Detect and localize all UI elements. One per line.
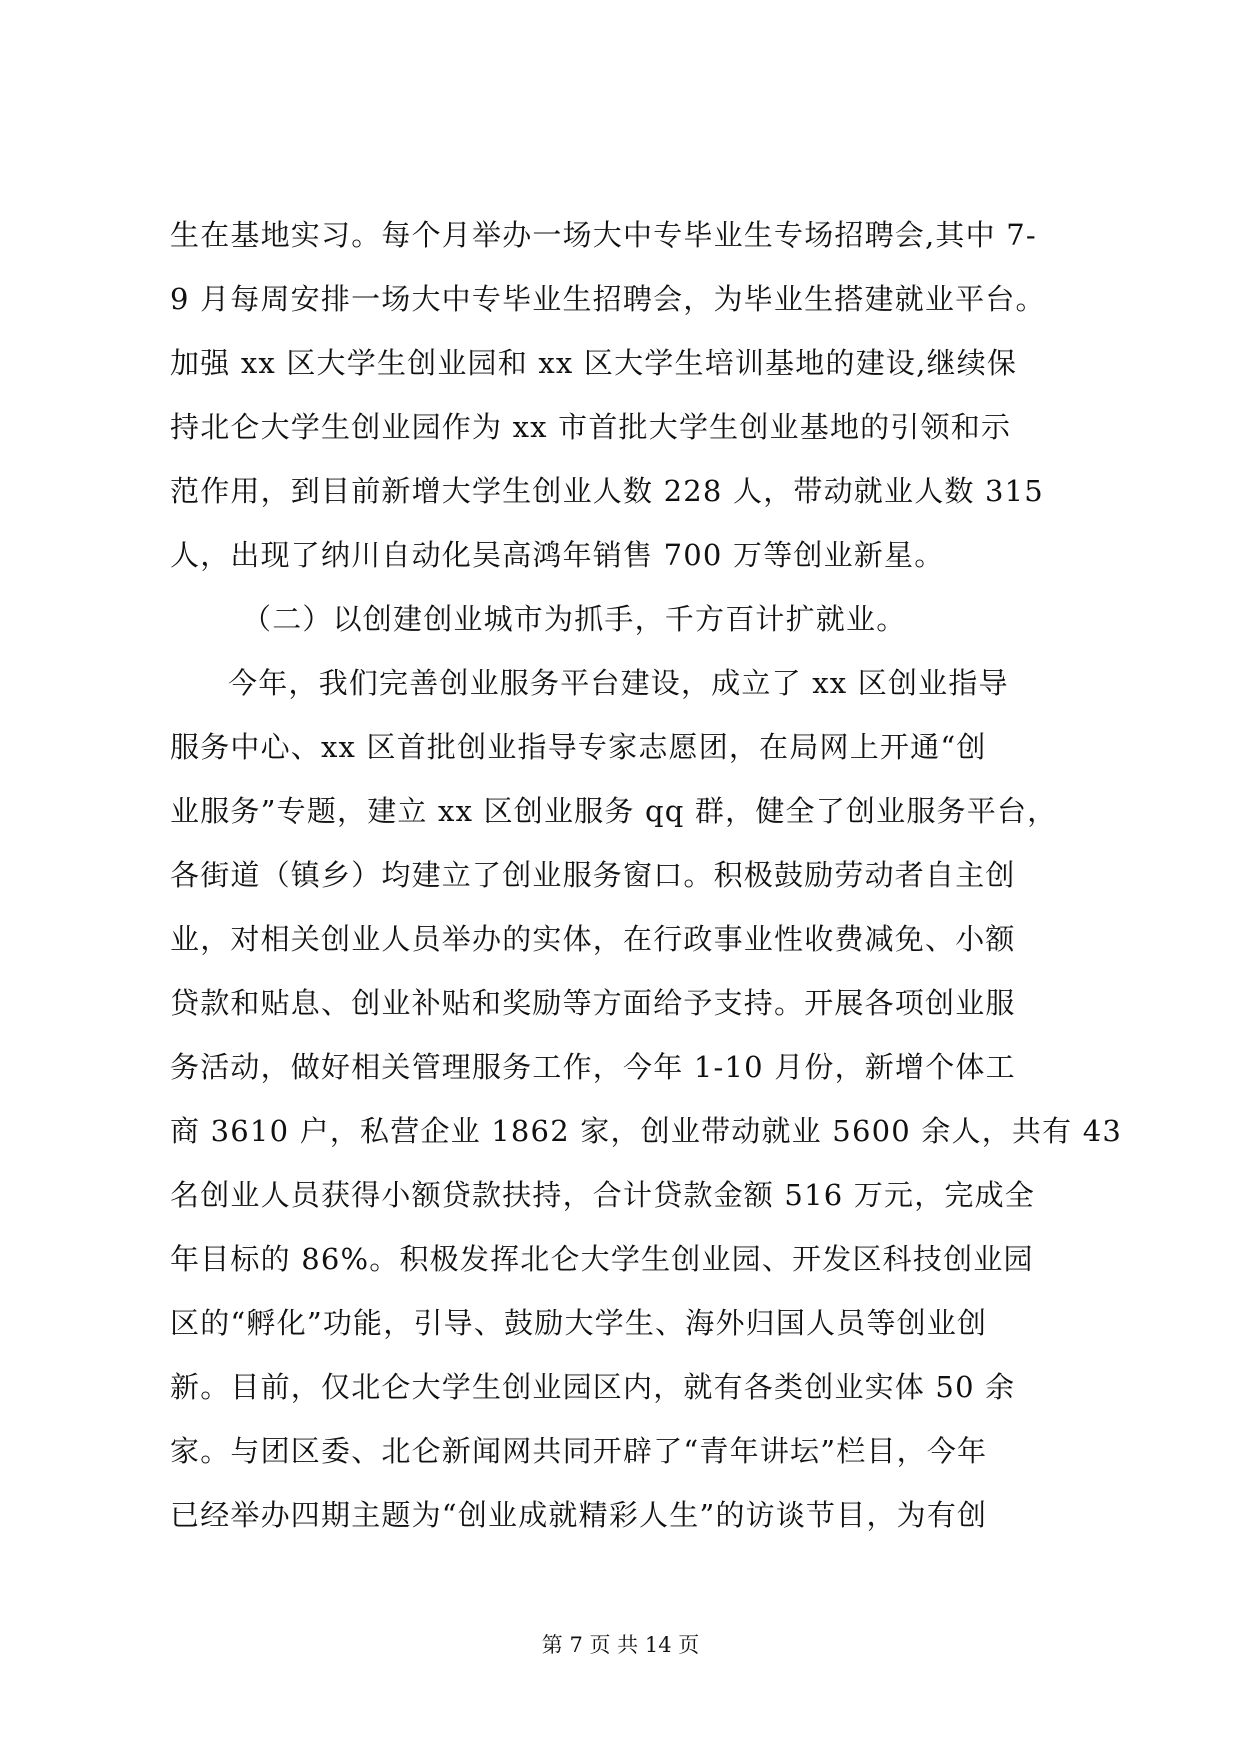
text-line: 区的“孵化”功能，引导、鼓励大学生、海外归国人员等创业创 [170, 1306, 988, 1340]
text-line: 名创业人员获得小额贷款扶持，合计贷款金额 516 万元，完成全 [170, 1178, 1035, 1212]
text-line: 持北仑大学生创业园作为 xx 市首批大学生创业基地的引领和示 [170, 410, 1012, 444]
text-line: 生在基地实习。每个月举办一场大中专毕业生专场招聘会,其中 7- [170, 218, 1037, 252]
document-body [170, 203, 1123, 1547]
text-line: 新。目前，仅北仑大学生创业园区内，就有各类创业实体 50 余 [170, 1370, 1016, 1404]
text-line: 人，出现了纳川自动化吴高鸿年销售 700 万等创业新星。 [170, 538, 945, 572]
text-line: 家。与团区委、北仑新闻网共同开辟了“青年讲坛”栏目，今年 [170, 1434, 988, 1468]
page-number-footer: 第 7 页 共 14 页 [541, 1633, 700, 1657]
text-line: 范作用，到目前新增大学生创业人数 228 人，带动就业人数 315 [170, 474, 1044, 508]
text-line: 9 月每周安排一场大中专毕业生招聘会，为毕业生搭建就业平台。 [170, 282, 1046, 316]
text-line: 务活动，做好相关管理服务工作，今年 1-10 月份，新增个体工 [170, 1050, 1016, 1084]
text-line: 贷款和贴息、创业补贴和奖励等方面给予支持。开展各项创业服 [170, 986, 1016, 1020]
text-line: 加强 xx 区大学生创业园和 xx 区大学生培训基地的建设,继续保 [170, 346, 1018, 380]
text-line: 各街道（镇乡）均建立了创业服务窗口。积极鼓励劳动者自主创 [170, 858, 1016, 892]
text-line: 已经举办四期主题为“创业成就精彩人生”的访谈节目，为有创 [170, 1498, 988, 1532]
text-line: 业服务”专题，建立 xx 区创业服务 qq 群，健全了创业服务平台， [170, 794, 1058, 828]
text-line: 业，对相关创业人员举办的实体，在行政事业性收费减免、小额 [170, 922, 1016, 956]
section-heading: （二）以创建创业城市为抓手，千方百计扩就业。 [242, 602, 907, 636]
text-line: 服务中心、xx 区首批创业指导专家志愿团，在局网上开通“创 [170, 730, 987, 764]
text-line: 年目标的 86%。积极发挥北仑大学生创业园、开发区科技创业园 [170, 1242, 1034, 1276]
text-line: 商 3610 户，私营企业 1862 家，创业带动就业 5600 余人，共有 43 [170, 1114, 1123, 1148]
paragraph-first-line: 今年，我们完善创业服务平台建设，成立了 xx 区创业指导 [228, 666, 1009, 700]
